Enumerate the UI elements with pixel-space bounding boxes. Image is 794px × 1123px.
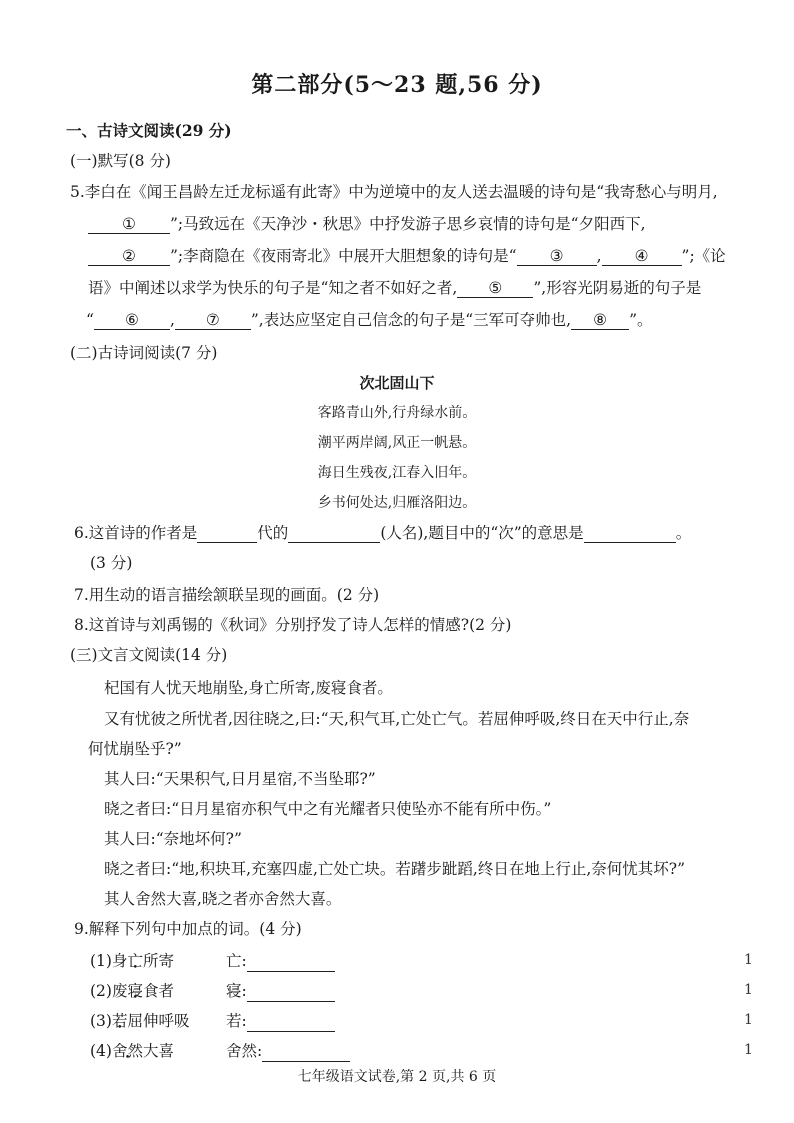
- q9-answer: 若:: [226, 1010, 335, 1032]
- q6-line: 6.这首诗的作者是 代的 (人名),题目中的“次”的意思是 。: [74, 524, 692, 542]
- prose-para-7: 其人舍然大喜,晓之者亦舍然大喜。: [104, 890, 342, 908]
- blank-5[interactable]: ⑤: [457, 279, 533, 298]
- margin-number: 1: [744, 952, 753, 968]
- prose-para-2a: 又有忧彼之所忧者,因往晓之,曰:“天,积气耳,亡处亡气。若屈伸呼吸,终日在天中行止,奈: [104, 710, 690, 728]
- blank-7[interactable]: ⑦: [175, 311, 251, 330]
- prose-para-2b: 何忧崩坠乎?”: [88, 740, 182, 758]
- prose-para-3: 其人曰:“天果积气,日月星宿,不当坠耶?”: [104, 770, 376, 788]
- q5-line3: ② ”;李商隐在《夜雨寄北》中展开大胆想象的诗句是“ ③ , ④ ”;《论: [88, 245, 726, 267]
- margin-number: 1: [744, 982, 753, 998]
- poem-line: 潮平两岸阔,风正一帆悬。: [317, 435, 477, 451]
- blank-1[interactable]: ①: [88, 215, 170, 234]
- q9-item: (4)舍然大喜: [90, 1042, 174, 1060]
- poem-title: 次北固山下: [359, 374, 435, 392]
- q5-line1: 5.李白在《闻王昌龄左迁龙标遥有此寄》中为逆境中的友人送去温暖的诗句是“我寄愁心与明月,: [70, 183, 718, 201]
- prose-para-1: 杞国有人忧天地崩坠,身亡所寄,废寝食者。: [104, 679, 393, 697]
- poem-line: 乡书何处达,归雁洛阳边。: [317, 495, 477, 511]
- q5-line4: 语》中阐述以求学为快乐的句子是“知之者不如好之者, ⑤ ”,形容光阴易逝的句子是: [88, 279, 702, 297]
- answer-blank[interactable]: [262, 1045, 350, 1062]
- prose-para-5: 其人曰:“奈地坏何?”: [104, 830, 242, 848]
- prose-para-6: 晓之者曰:“地,积块耳,充塞四虚,亡处亡块。若躇步跐蹈,终日在地上行止,奈何忧其坏?”: [104, 860, 686, 878]
- prose-para-4: 晓之者曰:“日月星宿亦积气中之有光耀者只使坠亦不能有所中伤。”: [104, 800, 552, 818]
- poem-line: 海日生残夜,江春入旧年。: [317, 465, 477, 481]
- q9-item: (3)若屈伸呼吸: [90, 1012, 190, 1030]
- subsection-poetry: (二)古诗词阅读(7 分): [70, 344, 218, 362]
- blank-3[interactable]: ③: [517, 247, 597, 266]
- q5-line5: “ ⑥ , ⑦ ”,表达应坚定自己信念的句子是“三军可夺帅也, ⑧ ”。: [86, 311, 653, 329]
- blank-2[interactable]: ②: [88, 247, 170, 266]
- blank-6[interactable]: ⑥: [94, 311, 170, 330]
- q9-answer: 寝:: [226, 980, 335, 1002]
- q6-score: (3 分): [90, 554, 133, 572]
- q7-line: 7.用生动的语言描绘颔联呈现的画面。(2 分): [74, 586, 380, 604]
- q9-answer: 亡:: [226, 950, 335, 972]
- poem-line: 客路青山外,行舟绿水前。: [317, 405, 477, 421]
- q5-line2: ① ”;马致远在《天净沙・秋思》中抒发游子思乡哀情的诗句是“夕阳西下,: [88, 213, 646, 235]
- margin-number: 1: [744, 1012, 753, 1028]
- blank-author[interactable]: [288, 524, 380, 543]
- q9-stem: 9.解释下列句中加点的词。(4 分): [74, 920, 302, 938]
- subsection-classical: (三)文言文阅读(14 分): [70, 646, 228, 664]
- q9-item: (2)废寝食者: [90, 982, 174, 1000]
- section-heading: 一、古诗文阅读(29 分): [66, 121, 232, 140]
- answer-blank[interactable]: [247, 1015, 335, 1032]
- q9-item: (1)身亡所寄: [90, 952, 174, 970]
- q9-answer: 舍然:: [226, 1040, 350, 1062]
- q8-line: 8.这首诗与刘禹锡的《秋词》分别抒发了诗人怎样的情感?(2 分): [74, 616, 512, 634]
- blank-dynasty[interactable]: [197, 524, 257, 543]
- subsection-dictation: (一)默写(8 分): [70, 152, 171, 170]
- blank-4[interactable]: ④: [602, 247, 682, 266]
- page-footer: 七年级语文试卷,第 2 页,共 6 页: [297, 1069, 497, 1085]
- margin-number: 1: [744, 1042, 753, 1058]
- blank-ci-meaning[interactable]: [584, 524, 676, 543]
- answer-blank[interactable]: [247, 955, 335, 972]
- answer-blank[interactable]: [247, 985, 335, 1002]
- page-title: 第二部分(5～23 题,56 分): [251, 72, 543, 98]
- blank-8[interactable]: ⑧: [571, 311, 629, 330]
